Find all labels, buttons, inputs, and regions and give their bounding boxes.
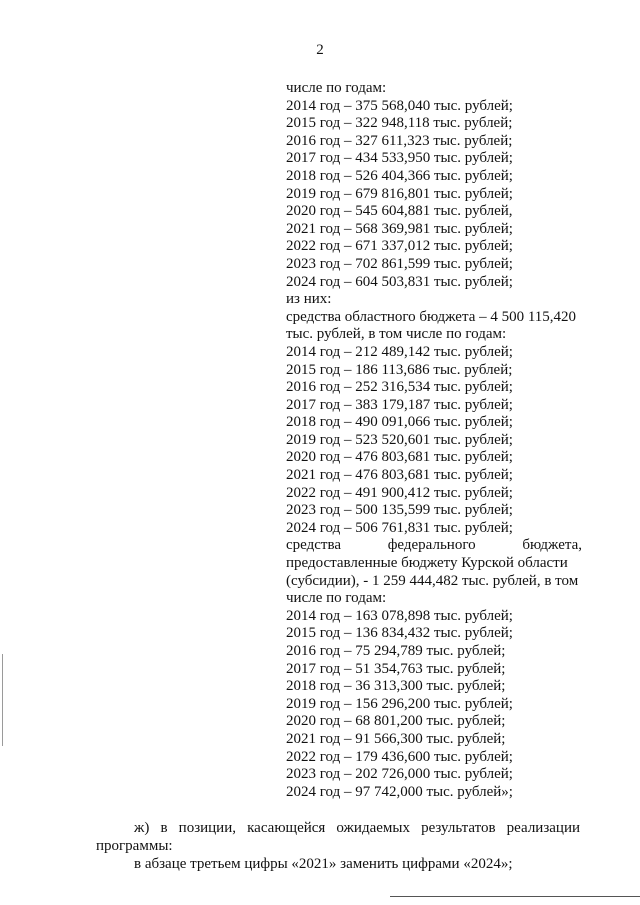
list-item: 2019 год – 523 520,601 тыс. рублей;: [286, 431, 513, 448]
federal-budget-heading-rest: предоставленные бюджету Курской области (субсидии), - 1 259 444,482 тыс. рублей, в том числе по годам:: [286, 555, 579, 607]
footer-rule: [390, 896, 640, 897]
list-item: 2020 год – 68 801,200 тыс. рублей;: [286, 713, 506, 730]
list-item: 2020 год – 476 803,681 тыс. рублей;: [286, 449, 513, 466]
list-item: 2020 год – 545 604,881 тыс. рублей,: [286, 203, 513, 220]
page-number: 2: [316, 42, 324, 58]
list-item: 2017 год – 434 533,950 тыс. рублей;: [286, 150, 513, 167]
list-item: 2024 год – 506 761,831 тыс. рублей;: [286, 519, 513, 536]
paragraph-zh-line1: ж) в позиции, касающейся ожидаемых результатов реализации: [134, 820, 580, 836]
list-item: 2018 год – 36 313,300 тыс. рублей;: [286, 678, 506, 695]
list-item: 2022 год – 179 436,600 тыс. рублей;: [286, 748, 513, 765]
list-item: 2015 год – 186 113,686 тыс. рублей;: [286, 361, 513, 378]
regional-budget-heading: средства областного бюджета – 4 500 115,420 тыс. рублей, в том числе по годам:: [286, 308, 577, 343]
federal-by-year-list: [286, 608, 582, 802]
list-item: 2014 год – 375 568,040 тыс. рублей;: [286, 97, 513, 114]
paragraph-abzac: в абзаце третьем цифры «2021» заменить цифрами «2024»;: [134, 856, 513, 872]
paragraph-zh: [96, 819, 580, 855]
list-item: 2021 год – 91 566,300 тыс. рублей;: [286, 730, 506, 747]
list-item: 2015 год – 136 834,432 тыс. рублей;: [286, 625, 513, 642]
list-item: 2018 год – 526 404,366 тыс. рублей;: [286, 167, 513, 184]
intro-line: числе по годам:: [286, 80, 387, 96]
total-by-year-list: [286, 98, 582, 292]
list-item: 2019 год – 679 816,801 тыс. рублей;: [286, 185, 513, 202]
list-item: 2016 год – 252 316,534 тыс. рублей;: [286, 379, 513, 396]
list-item: 2022 год – 491 900,412 тыс. рублей;: [286, 484, 513, 501]
list-item: 2016 год – 75 294,789 тыс. рублей;: [286, 643, 506, 659]
list-item: 2021 год – 476 803,681 тыс. рублей;: [286, 467, 513, 484]
list-item: 2022 год – 671 337,012 тыс. рублей;: [286, 238, 513, 255]
list-item: 2018 год – 490 091,066 тыс. рублей;: [286, 414, 513, 431]
list-item: 2023 год – 500 135,599 тыс. рублей;: [286, 502, 513, 519]
regional-by-year-list: [286, 344, 582, 538]
list-item: 2016 год – 327 611,323 тыс. рублей;: [286, 132, 513, 149]
margin-scan-mark: [2, 654, 3, 746]
funding-column: [286, 80, 582, 801]
paragraph-zh-line2: программы:: [96, 838, 173, 854]
list-item: 2023 год – 702 861,599 тыс. рублей;: [286, 255, 513, 272]
list-item: 2017 год – 51 354,763 тыс. рублей;: [286, 660, 506, 677]
list-item: 2023 год – 202 726,000 тыс. рублей;: [286, 766, 513, 783]
list-item: 2024 год – 604 503,831 тыс. рублей;: [286, 273, 513, 290]
list-item: 2014 год – 212 489,142 тыс. рублей;: [286, 343, 513, 360]
list-item: 2014 год – 163 078,898 тыс. рублей;: [286, 607, 513, 624]
list-item: 2017 год – 383 179,187 тыс. рублей;: [286, 396, 513, 413]
of-which-label: из них:: [286, 291, 332, 308]
list-item: 2024 год – 97 742,000 тыс. рублей»;: [286, 783, 513, 800]
list-item: 2019 год – 156 296,200 тыс. рублей;: [286, 695, 513, 712]
list-item: 2021 год – 568 369,981 тыс. рублей;: [286, 220, 513, 237]
list-item: 2015 год – 322 948,118 тыс. рублей;: [286, 115, 513, 132]
federal-budget-heading-line1: средства федерального бюджета,: [286, 537, 582, 554]
